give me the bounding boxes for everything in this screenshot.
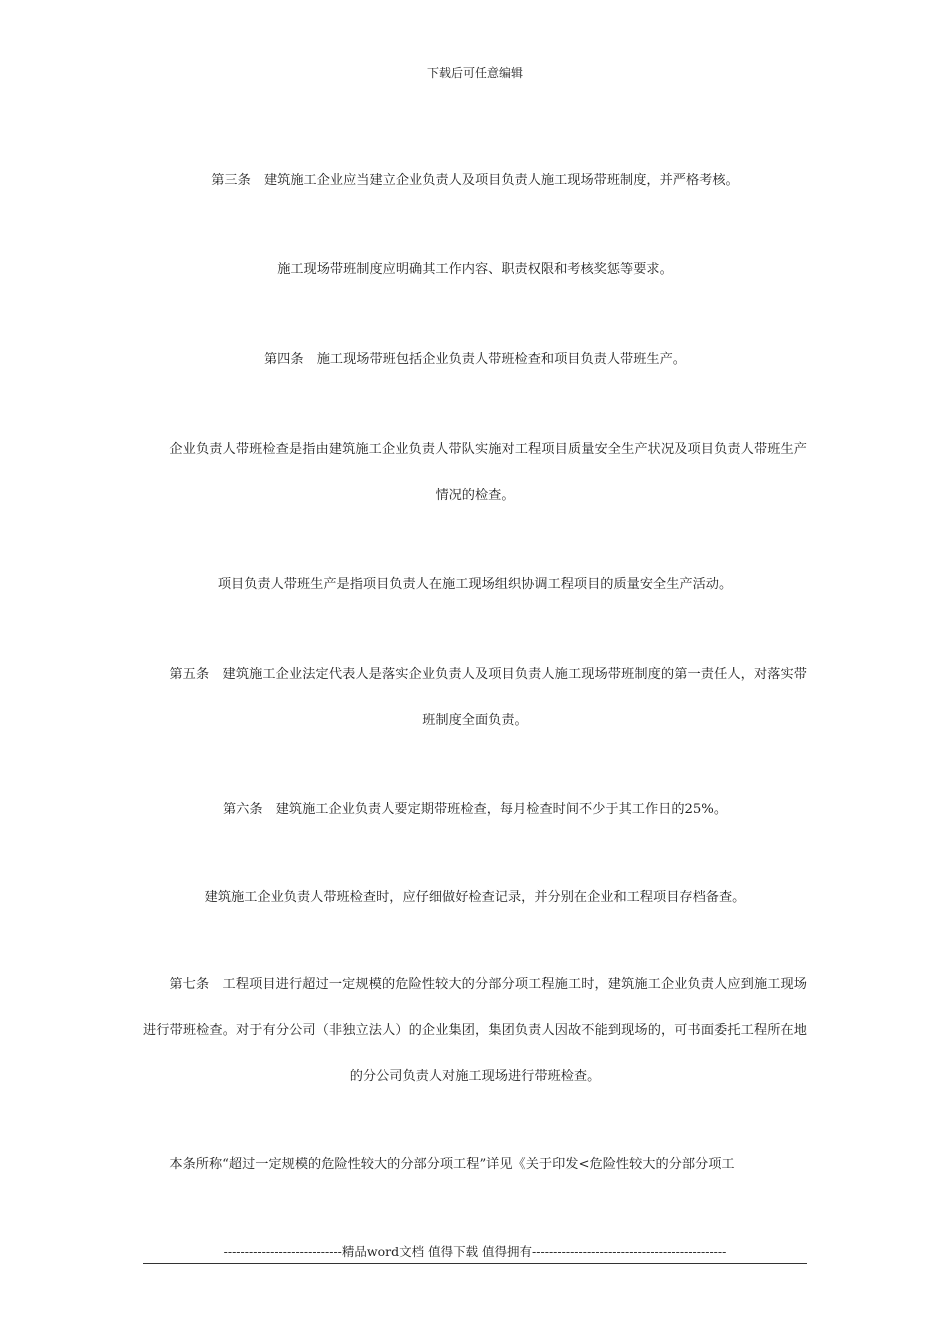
paragraph-definition-note: 本条所称“超过一定规模的危险性较大的分部分项工程”详见《关于印发<危险性较大的分部分项工 (169, 1157, 735, 1172)
page-footer: ----------------------------精品word文档 值得下载 值得拥有---------------------------------------------- (143, 1242, 807, 1264)
paragraph-article-3-requirements: 施工现场带班制度应明确其工作内容、职责权限和考核奖惩等要求。 (277, 262, 673, 277)
paragraph-article-7: 第七条 工程项目进行超过一定规模的危险性较大的分部分项工程施工时，建筑施工企业负责人应到施工现场进行带班检查。对于有分公司（非独立法人）的企业集团，集团负责人因故不能到现场的，可书面委托工程所在地的分公司负责人对施工现场进行带班检查。 (143, 977, 807, 1084)
paragraph-article-3: 第三条 建筑施工企业应当建立企业负责人及项目负责人施工现场带班制度，并严格考核。 (211, 173, 739, 188)
paragraph-article-5: 第五条 建筑施工企业法定代表人是落实企业负责人及项目负责人施工现场带班制度的第一责任人，对落实带班制度全面负责。 (169, 667, 807, 728)
paragraph-enterprise-inspection: 企业负责人带班检查是指由建筑施工企业负责人带队实施对工程项目质量安全生产状况及项目负责人带班生产情况的检查。 (169, 442, 807, 503)
paragraph-project-production: 项目负责人带班生产是指项目负责人在施工现场组织协调工程项目的质量安全生产活动。 (217, 577, 733, 592)
paragraph-article-4: 第四条 施工现场带班包括企业负责人带班检查和项目负责人带班生产。 (264, 352, 686, 367)
page-header: 下载后可任意编辑 (426, 66, 523, 80)
paragraph-inspection-records: 建筑施工企业负责人带班检查时，应仔细做好检查记录，并分别在企业和工程项目存档备查。 (204, 890, 746, 905)
paragraph-article-6: 第六条 建筑施工企业负责人要定期带班检查，每月检查时间不少于其工作日的25%。 (222, 802, 728, 817)
